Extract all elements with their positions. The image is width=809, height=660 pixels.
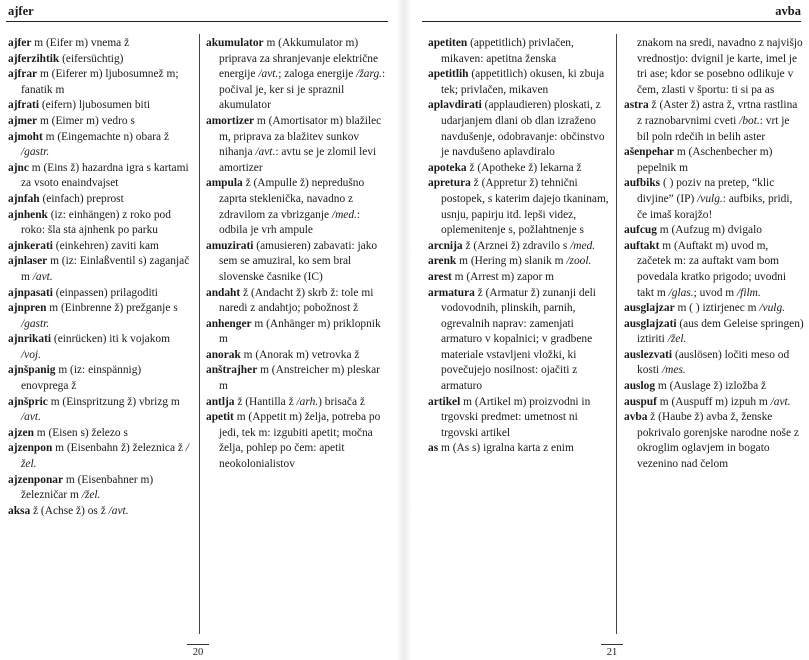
entry-definition: m (Aufzug m) dvigalo <box>656 224 762 237</box>
right-page <box>412 0 809 660</box>
entry-definition: znakom na sredi, navadno z najvišjo vrednostjo: dvignil je karte, imel je tri ase; kdor se posebno odlikuje v čem, zlasti v športu: ti si pa as <box>637 37 803 96</box>
entry-definition: m (Eisenbahner m) železničar m <box>21 473 154 502</box>
entry-definition: m (Anstreicher m) pleskar m <box>219 364 380 393</box>
dictionary-entry <box>206 363 390 394</box>
entry-label: /voj. <box>21 348 41 361</box>
entry-headword: ampula <box>206 177 243 190</box>
entry-headword: apetit <box>206 411 234 424</box>
entry-definition: m (Amortisator m) blažilec m, priprava za blažitev sunkov nihanja <box>219 114 382 159</box>
entry-label: /žel. <box>81 489 101 502</box>
entry-label: /avt. <box>258 68 279 81</box>
entry-label: /gastr. <box>21 146 50 159</box>
dictionary-entry <box>8 254 191 285</box>
entry-definition: (appetitlich) okusen, ki zbuja tek; privlačen, mikaven <box>441 68 605 96</box>
entry-headword: ajnrikati <box>8 333 52 346</box>
entry-headword: astra <box>624 99 649 112</box>
entry-definition: m (Akkumulator m) priprava za shranjevanje električne energije <box>219 37 379 81</box>
entry-definition: : vrt je bil poln rdečih in belih aster <box>637 114 790 143</box>
entry-definition: (amusieren) zabavati: jako sem se amuziral, ko sem bral slovenske časnike (IC) <box>219 239 378 283</box>
footer-rule <box>187 644 209 645</box>
entry-headword: anštrajher <box>206 364 258 377</box>
entry-label: /žarg. <box>356 68 383 81</box>
left-page <box>0 0 396 660</box>
entry-label: /bot. <box>739 114 760 127</box>
entry-definition: m (Auftakt m) uvod m, začetek m: za auftakt vam bom povedala kratko prigodo; uvodni takt m <box>637 239 786 299</box>
header-rule <box>422 21 801 22</box>
entry-definition: m (iz: einspännig) enovprega ž <box>21 364 142 393</box>
entry-label: /med. <box>331 208 357 221</box>
entry-definition: m (Auspuff m) izpuh m <box>656 395 771 408</box>
dictionary-entry <box>8 301 191 332</box>
entry-headword: ausglajzar <box>624 302 675 315</box>
dictionary-entry <box>8 504 191 520</box>
entry-headword: ajnlaser <box>8 255 48 268</box>
entry-label: /avt. <box>21 411 41 424</box>
dictionary-entry <box>8 36 191 52</box>
entry-label: /žel. <box>21 442 189 471</box>
entry-headword: ajzenponar <box>8 473 64 486</box>
entry-headword: ajnhenk <box>8 208 48 221</box>
dictionary-entry <box>624 379 804 395</box>
entry-headword: auslog <box>624 380 656 393</box>
entry-headword: arcnija <box>428 239 463 252</box>
entry-definition: ž (Appretur ž) tehnični postopek, s katerim dajejo tkaninam, usnju, papirju itd. lepši videz, oplemenitenje s, požlahtnenje s <box>441 177 609 237</box>
entry-definition: (einrücken) iti k vojakom <box>51 333 170 346</box>
dictionary-entry <box>8 332 191 363</box>
entry-definition: m (Eingemachte n) obara ž <box>42 130 169 143</box>
entry-definition: (iz: einhängen) z roko pod roko: šla sta ajnhenk po parku <box>21 208 171 237</box>
dictionary-entry <box>624 410 804 472</box>
dictionary-column <box>8 36 191 519</box>
dictionary-entry <box>624 395 804 411</box>
dictionary-entry <box>8 52 191 68</box>
entry-definition: m (Eins ž) hazardna igra s kartami za vsoto enaindvajset <box>21 161 189 190</box>
entry-headword: arest <box>428 270 452 283</box>
entry-headword: ajfrar <box>8 68 38 81</box>
entry-label: /avt. <box>255 146 276 159</box>
entry-headword: ajnfah <box>8 192 40 205</box>
running-head: avba <box>775 4 801 18</box>
entry-definition: ž (Apotheke ž) lekarna ž <box>466 161 582 174</box>
entry-label: /avt. <box>32 270 53 283</box>
dictionary-entry <box>8 426 191 442</box>
dictionary-entry <box>206 410 390 472</box>
entry-definition: m (Anhänger m) priklopnik m <box>219 317 381 346</box>
dictionary-entry <box>8 130 191 161</box>
entry-definition: ž (Haube ž) avba ž, ženske pokrivalo gorenjske narodne noše z okroglim oglavjem in bogato vezenino nad čelom <box>637 411 799 471</box>
entry-headword: ajmoht <box>8 130 43 143</box>
footer-rule <box>601 644 623 645</box>
entry-definition: m (Eiferer m) ljubosumnež m; fanatik m <box>21 68 179 96</box>
dictionary-entry <box>8 114 191 130</box>
entry-headword: aufcug <box>624 224 657 237</box>
dictionary-entry <box>8 473 191 504</box>
page-number: 20 <box>192 647 204 658</box>
entry-definition: (eifern) ljubosumen biti <box>39 99 151 112</box>
entry-definition: (auslösen) ločiti meso od kosti <box>637 348 790 377</box>
dictionary-entry <box>206 286 390 317</box>
entry-headword: anhenger <box>206 317 252 330</box>
entry-definition: (aus dem Geleise springen) iztiriti <box>637 317 804 346</box>
entry-definition: m (Eifer m) vnema ž <box>31 37 130 49</box>
entry-headword: apetitlih <box>428 68 469 81</box>
entry-definition: ž (Achse ž) os ž <box>30 504 109 517</box>
entry-headword: artikel <box>428 395 461 408</box>
entry-definition: ž (Ampulle ž) nepredušno zaprta steklenička, navadno z zdravilom za vbrizganje <box>219 177 365 221</box>
entry-definition: m (Artikel m) proizvodni in trgovski predmet: umetnost ni trgovski artikel <box>441 395 591 439</box>
entry-definition: m (Einbrenne ž) prežganje s <box>46 302 178 315</box>
dictionary-entry <box>624 36 804 98</box>
dictionary-entry <box>8 98 191 114</box>
entry-definition: : aufbiks, pridi, če imaš korajžo! <box>637 192 793 221</box>
entry-label: /zool. <box>566 255 592 268</box>
entry-headword: aufbiks <box>624 177 661 190</box>
entry-definition: : avtu se je zlomil levi amortizer <box>219 146 377 174</box>
entry-label: /gastr. <box>21 317 50 330</box>
dictionary-entry <box>206 114 390 176</box>
dictionary-entry <box>428 67 609 98</box>
dictionary-entry <box>8 441 191 472</box>
dictionary-entry <box>428 254 609 270</box>
entry-definition: ž (Hantilla ž <box>234 395 297 408</box>
entry-label: /avt. <box>108 504 129 517</box>
entry-definition: m (Anorak m) vetrovka ž <box>240 348 360 361</box>
entry-headword: ajnšpanig <box>8 364 56 377</box>
entry-definition: ž (Aster ž) astra ž, vrtna rastlina z raznobarvnimi cveti <box>637 99 798 127</box>
dictionary-entry <box>624 348 804 379</box>
entry-headword: aksa <box>8 504 31 517</box>
entry-headword: ašenpehar <box>624 146 674 159</box>
entry-definition: ( ) poziv na pretep, “klic divjine” (IP) <box>637 177 775 205</box>
entry-headword: auspuf <box>624 395 657 408</box>
entry-headword: ausglajzati <box>624 317 677 330</box>
dictionary-entry <box>206 176 390 238</box>
dictionary-entry <box>8 208 191 239</box>
dictionary-entry <box>624 301 804 317</box>
entry-label: /glas. <box>668 286 694 299</box>
entry-headword: ajzenpon <box>8 442 53 455</box>
dictionary-entry <box>428 98 609 160</box>
entry-definition: m (Auslage ž) izložba ž <box>655 380 767 393</box>
entry-definition: m (Arrest m) zapor m <box>451 270 554 283</box>
dictionary-entry <box>8 161 191 192</box>
entry-headword: armatura <box>428 286 475 299</box>
dictionary-entry <box>8 239 191 255</box>
running-head: ajfer <box>8 4 34 18</box>
entry-headword: ajmer <box>8 114 38 127</box>
dictionary-entry <box>206 36 390 114</box>
dictionary-entry <box>428 395 609 442</box>
entry-definition: ž (Armatur ž) zunanji deli vodovodnih, plinskih, parnih, ogrevalnih naprav: zamenjati armaturo v kopalnici; v gradbene materiale vstavljeni vložki, ki povečujejo nosilnost: ojačiti z armaturo <box>441 286 596 393</box>
entry-headword: as <box>428 442 439 455</box>
dictionary-entry <box>206 395 390 411</box>
column-divider <box>616 34 617 634</box>
entry-headword: anorak <box>206 348 241 361</box>
page-number: 21 <box>606 647 618 658</box>
entry-headword: ajferzihtik <box>8 52 60 65</box>
entry-definition: ; zaloga energije <box>278 68 357 81</box>
dictionary-entry <box>428 36 609 67</box>
entry-label: /med. <box>570 239 596 252</box>
dictionary-entry <box>428 286 609 395</box>
dictionary-column <box>428 36 609 457</box>
entry-label: /vulg. <box>697 192 723 205</box>
book-gutter <box>396 0 412 660</box>
entry-headword: apoteka <box>428 161 467 174</box>
entry-headword: ajzen <box>8 426 34 439</box>
entry-label: /žel. <box>667 333 687 346</box>
entry-definition: (eifersüchtig) <box>59 52 124 65</box>
entry-headword: amuzirati <box>206 239 254 252</box>
column-divider <box>199 34 200 634</box>
entry-headword: ajnkerati <box>8 239 53 252</box>
dictionary-entry <box>428 441 609 457</box>
entry-headword: akumulator <box>206 37 264 49</box>
dictionary-entry <box>206 348 390 364</box>
entry-headword: apretura <box>428 177 471 190</box>
dictionary-entry <box>8 363 191 394</box>
entry-definition: ; uvod m <box>693 286 738 299</box>
entry-definition: (appetitlich) privlačen, mikaven: apetitna ženska <box>441 37 574 65</box>
entry-definition: (applaudieren) ploskati, z udarjanjem dlani ob dlan izraženo navdušenje, odobravanje: občinstvo je navdušeno aplavdiralo <box>441 99 605 159</box>
entry-headword: antlja <box>206 395 235 408</box>
entry-definition: (einpassen) prilagoditi <box>52 286 158 299</box>
dictionary-entry <box>206 317 390 348</box>
entry-label: /mes. <box>662 364 686 377</box>
entry-headword: ajnpren <box>8 302 47 315</box>
entry-definition: m (Eimer m) vedro s <box>37 114 135 127</box>
entry-label: /vulg. <box>759 302 786 315</box>
entry-headword: aplavdirati <box>428 99 482 112</box>
entry-definition: m (As s) igralna karta z enim <box>438 442 574 455</box>
entry-definition: ž (Andacht ž) skrb ž: tole mi naredi z andahtjo; pobožnost ž <box>219 286 374 315</box>
entry-definition: m (Hering m) slanik m <box>456 255 567 268</box>
dictionary-entry <box>8 395 191 426</box>
entry-headword: auftakt <box>624 239 660 252</box>
entry-definition: m (iz: Einlaßventil s) zaganjač m <box>21 255 190 283</box>
dictionary-entry <box>206 239 390 286</box>
entry-definition: m (Einspritzung ž) vbrizg m <box>47 395 180 408</box>
entry-label: /film. <box>737 286 761 299</box>
entry-headword: arenk <box>428 255 457 268</box>
entry-definition: ) brisača ž <box>318 395 365 408</box>
dictionary-entry <box>428 176 609 238</box>
entry-definition: : počival je, ker si je spraznil akumulator <box>219 68 386 112</box>
entry-headword: apetiten <box>428 37 468 49</box>
dictionary-entry <box>428 161 609 177</box>
dictionary-entry <box>8 192 191 208</box>
entry-definition: ž (Arznei ž) zdravilo s <box>462 239 571 252</box>
entry-definition: m (Appetit m) želja, potreba po jedi, tek m: izgubiti apetit; močna želja, pohlep po čem: apetit neokolonialistov <box>219 411 381 471</box>
header-rule <box>6 21 388 22</box>
entry-definition: m (Aschenbecher m) pepelnik m <box>637 146 773 174</box>
dictionary-entry <box>624 239 804 301</box>
entry-definition: (einfach) preprost <box>39 192 124 205</box>
entry-headword: ajfer <box>8 37 32 49</box>
dictionary-entry <box>624 98 804 145</box>
entry-definition: m (Eisenbahn ž) železnica ž <box>52 442 186 455</box>
dictionary-column <box>206 36 390 473</box>
entry-label: /arh. <box>296 395 319 408</box>
entry-definition: : odbila je vrh ampule <box>219 208 361 237</box>
dictionary-entry <box>8 286 191 302</box>
dictionary-entry <box>624 223 804 239</box>
entry-headword: andaht <box>206 286 241 299</box>
entry-headword: ajnšpric <box>8 395 48 408</box>
entry-headword: ajnc <box>8 161 29 174</box>
entry-definition: (einkehren) zaviti kam <box>52 239 159 252</box>
entry-headword: avba <box>624 411 648 424</box>
entry-headword: amortizer <box>206 114 255 127</box>
entry-definition: m (Eisen s) železo s <box>33 426 128 439</box>
entry-label: /avt. <box>770 395 791 408</box>
entry-definition: m ( ) iztirjenec m <box>674 302 760 315</box>
entry-headword: auslezvati <box>624 348 673 361</box>
dictionary-entry <box>428 270 609 286</box>
dictionary-column <box>624 36 804 473</box>
entry-headword: ajfrati <box>8 99 39 112</box>
dictionary-entry <box>624 317 804 348</box>
dictionary-entry <box>624 176 804 223</box>
dictionary-entry <box>624 145 804 176</box>
entry-headword: ajnpasati <box>8 286 53 299</box>
dictionary-entry <box>428 239 609 255</box>
dictionary-entry <box>8 67 191 98</box>
